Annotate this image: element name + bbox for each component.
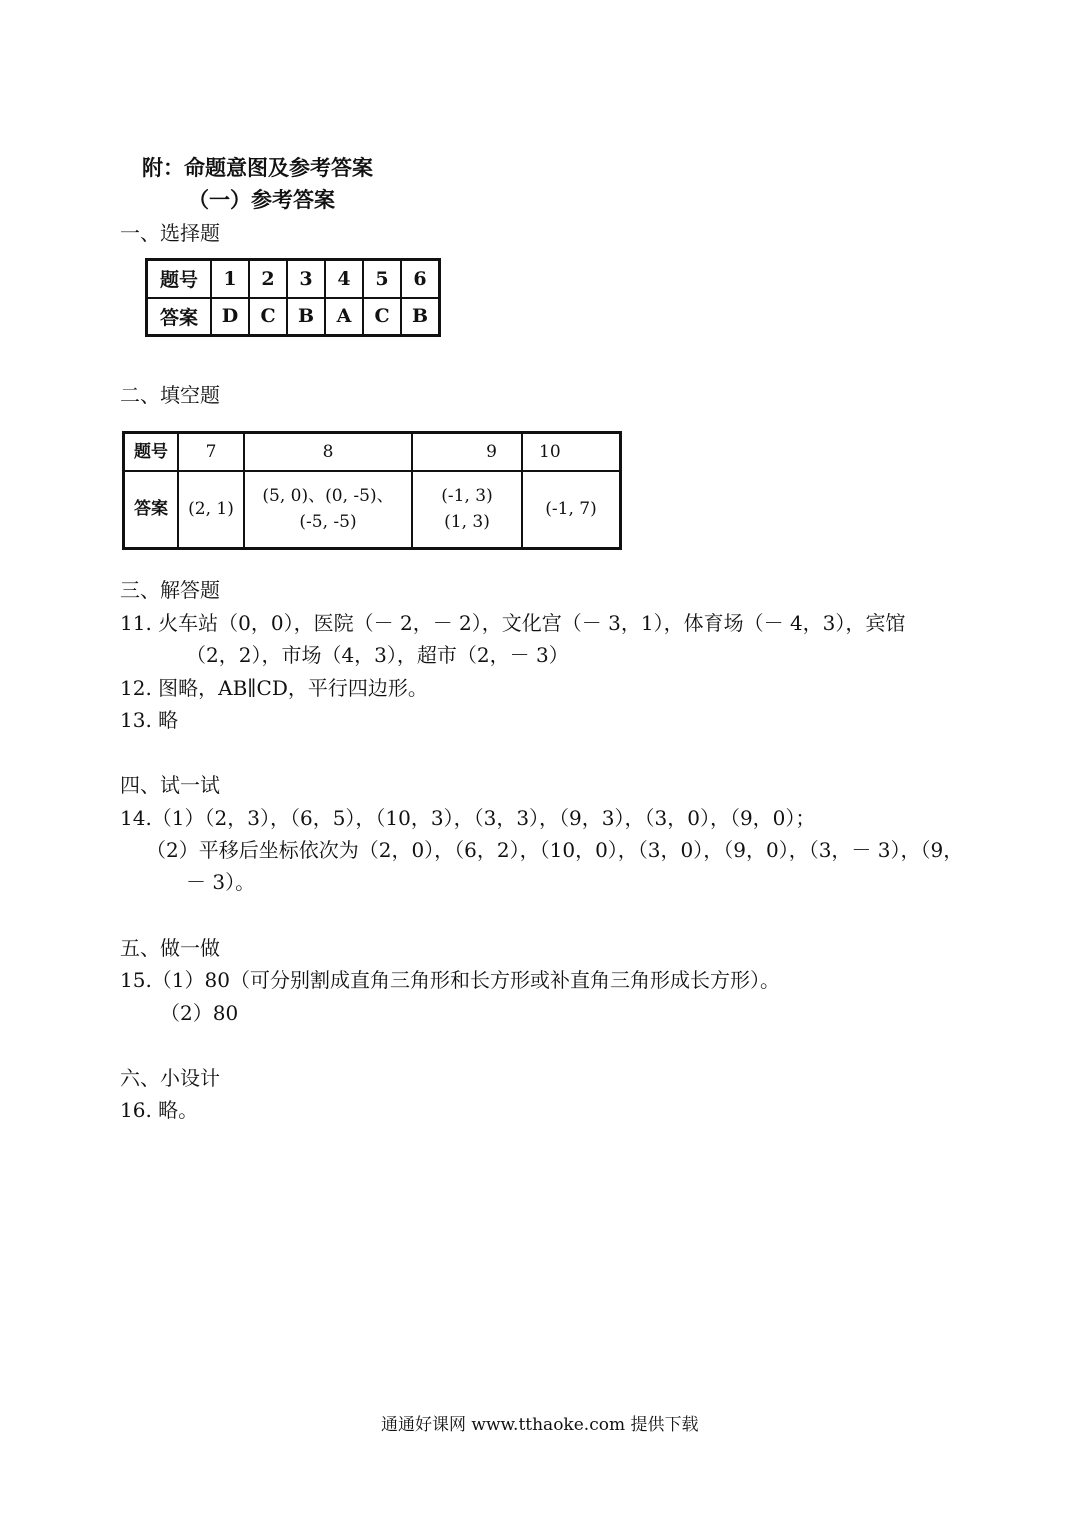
answer-line: 15.（1）80（可分别割成直角三角形和长方形或补直角三角形成长方形）。 — [120, 968, 780, 992]
table-header-label: 题号 — [124, 433, 179, 471]
question-number-cell: 10 — [522, 433, 621, 471]
answer-text: (2, 1) — [188, 499, 234, 520]
table-header-label: 题号 — [147, 260, 212, 298]
table-row — [147, 260, 440, 298]
answer-text: (-1, 7) — [545, 499, 597, 520]
answer-cell — [412, 471, 522, 549]
answer-text: (-1, 3) — [441, 486, 493, 507]
table-answer-label: 答案 — [124, 471, 179, 549]
question-number-cell: 3 — [287, 260, 325, 298]
answer-line: 13. 略 — [120, 708, 179, 732]
answer-line: 14.（1）（2，3），（6，5），（10，3），（3，3），（9，3），（3，0），（9，0）； — [120, 806, 816, 830]
answer-line: － 3）。 — [186, 870, 256, 894]
answer-cell: C — [249, 298, 287, 336]
answer-line: （2）平移后坐标依次为（2，0），（6，2），（10，0），（3，0），（9，0），（3，－ 3），（9， — [146, 838, 964, 862]
answer-text: (-5, -5) — [299, 512, 357, 533]
question-number-cell: 8 — [244, 433, 412, 471]
section-heading-solve: 三、解答题 — [120, 578, 220, 602]
question-number-cell: 7 — [178, 433, 244, 471]
table-row — [147, 298, 440, 336]
answer-cell — [244, 471, 412, 549]
answer-cell: C — [363, 298, 401, 336]
page-footer: 通通好课网 www.tthaoke.com 提供下载 — [381, 1415, 699, 1435]
section-heading-do: 五、做一做 — [120, 936, 220, 960]
answer-line: 16. 略。 — [120, 1098, 199, 1122]
page-subtitle: （一）参考答案 — [188, 187, 335, 212]
answer-cell: B — [287, 298, 325, 336]
question-number-cell: 6 — [401, 260, 440, 298]
answer-line: 11. 火车站（0，0），医院（－ 2，－ 2），文化宫（－ 3，1），体育场（－ 4，3），宾馆 — [120, 611, 906, 635]
section-heading-choice: 一、选择题 — [120, 221, 220, 245]
question-number-cell: 9 — [412, 433, 522, 471]
choice-answer-table — [145, 258, 441, 337]
answer-line: （2）80 — [160, 1001, 239, 1025]
section-heading-try: 四、试一试 — [120, 773, 220, 797]
answer-cell: B — [401, 298, 440, 336]
page-title: 附：命题意图及参考答案 — [142, 155, 373, 180]
answer-text: (5, 0)、(0, -5)、 — [262, 486, 394, 507]
table-row — [124, 433, 621, 471]
answer-cell — [178, 471, 244, 549]
table-answer-label: 答案 — [147, 298, 212, 336]
section-heading-fill: 二、填空题 — [120, 383, 220, 407]
question-number-cell: 5 — [363, 260, 401, 298]
question-number-cell: 4 — [325, 260, 363, 298]
answer-cell — [522, 471, 621, 549]
answer-cell: D — [211, 298, 249, 336]
answer-cell: A — [325, 298, 363, 336]
section-heading-design: 六、小设计 — [120, 1066, 220, 1090]
fill-answer-table — [122, 431, 622, 550]
answer-line: （2，2），市场（4，3），超市（2，－ 3） — [186, 643, 569, 667]
table-row — [124, 471, 621, 549]
answer-line: 12. 图略，AB∥CD，平行四边形。 — [120, 676, 428, 700]
question-number-cell: 1 — [211, 260, 249, 298]
question-number-cell: 2 — [249, 260, 287, 298]
answer-text: (1, 3) — [444, 512, 490, 533]
